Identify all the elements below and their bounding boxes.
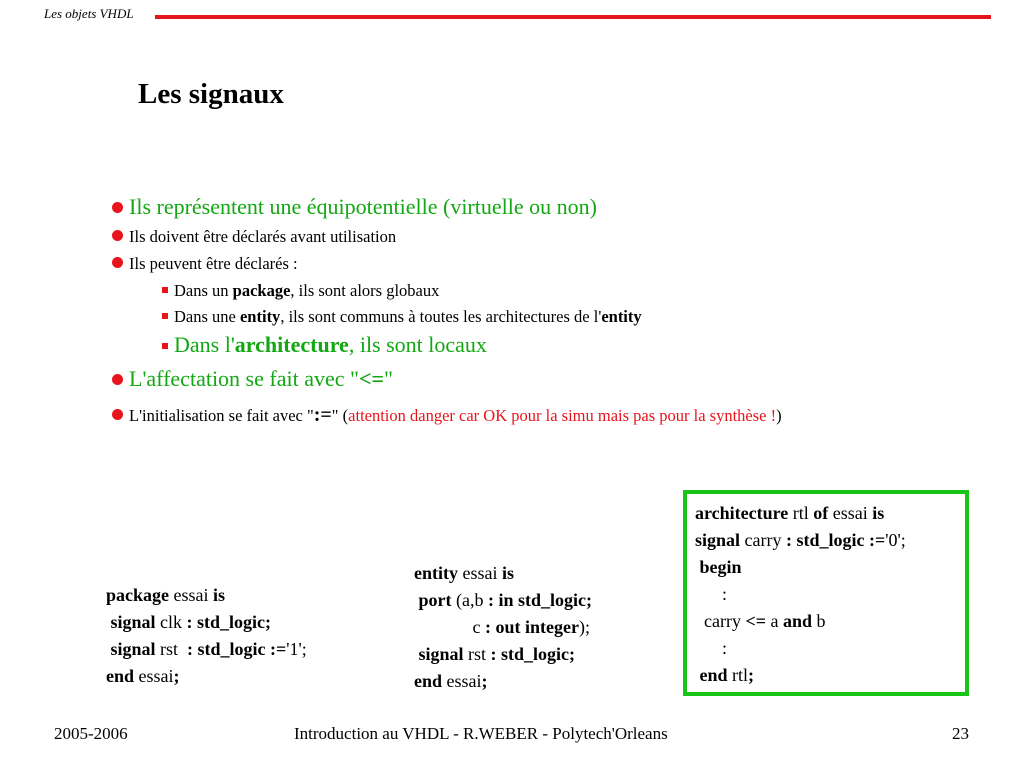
square-bullet-icon bbox=[162, 343, 168, 349]
code-line: end essai; bbox=[106, 666, 180, 686]
bullet-assignment: L'affectation se fait avec "<=" bbox=[112, 366, 393, 392]
code-line: signal carry : std_logic :='0'; bbox=[695, 530, 906, 550]
header-rule bbox=[155, 15, 991, 19]
code-line: signal rst : std_logic; bbox=[414, 644, 576, 664]
square-bullet-icon bbox=[162, 287, 168, 293]
sub-bullet-entity: Dans une entity, ils sont communs à toutes les architectures de l'entity bbox=[162, 307, 642, 327]
code-line: : bbox=[695, 638, 728, 658]
sub-bullet-package: Dans un package, ils sont alors globaux bbox=[162, 281, 439, 301]
slide-title: Les signaux bbox=[138, 78, 284, 110]
bullet-dot-icon bbox=[112, 374, 123, 385]
footer-year: 2005-2006 bbox=[54, 724, 128, 743]
architecture-code-block bbox=[695, 500, 906, 689]
bullet-dot-icon bbox=[112, 230, 123, 241]
bullet-dot-icon bbox=[112, 409, 123, 420]
square-bullet-icon bbox=[162, 313, 168, 319]
code-line: port (a,b : in std_logic; bbox=[414, 590, 592, 610]
footer-page-number: 23 bbox=[952, 724, 969, 743]
bullet-dot-icon bbox=[112, 257, 123, 268]
warning-text: attention danger car OK pour la simu mais pas pour la synthèse ! bbox=[348, 406, 777, 425]
code-line: entity essai is bbox=[414, 563, 515, 583]
footer-course: Introduction au VHDL - R.WEBER - Polytech'Orleans bbox=[294, 724, 668, 743]
code-line: : bbox=[695, 584, 728, 604]
code-line: signal rst : std_logic :='1'; bbox=[106, 639, 307, 659]
code-line: architecture rtl of essai is bbox=[695, 503, 885, 523]
code-line: begin bbox=[695, 557, 742, 577]
bullet-initialisation: L'initialisation se fait avec ":=" (attention danger car OK pour la simu mais pas pour la synthèse !) bbox=[112, 404, 782, 427]
bullet-equipotential: Ils représentent une équipotentielle (virtuelle ou non) bbox=[112, 194, 597, 220]
code-line: end essai; bbox=[414, 671, 488, 691]
code-line: signal clk : std_logic; bbox=[106, 612, 272, 632]
sub-bullet-architecture: Dans l'architecture, ils sont locaux bbox=[162, 332, 487, 358]
code-line: carry <= a and b bbox=[695, 611, 826, 631]
code-line: end rtl; bbox=[695, 665, 755, 685]
bullet-dot-icon bbox=[112, 202, 123, 213]
header-label: Les objets VHDL bbox=[44, 6, 134, 21]
bullet-declare-before-use: Ils doivent être déclarés avant utilisation bbox=[112, 227, 396, 247]
package-code-block bbox=[106, 582, 307, 690]
code-line: package essai is bbox=[106, 585, 226, 605]
entity-code-block bbox=[414, 560, 592, 695]
code-line: c : out integer); bbox=[414, 617, 590, 637]
bullet-declared-where: Ils peuvent être déclarés : bbox=[112, 254, 298, 274]
